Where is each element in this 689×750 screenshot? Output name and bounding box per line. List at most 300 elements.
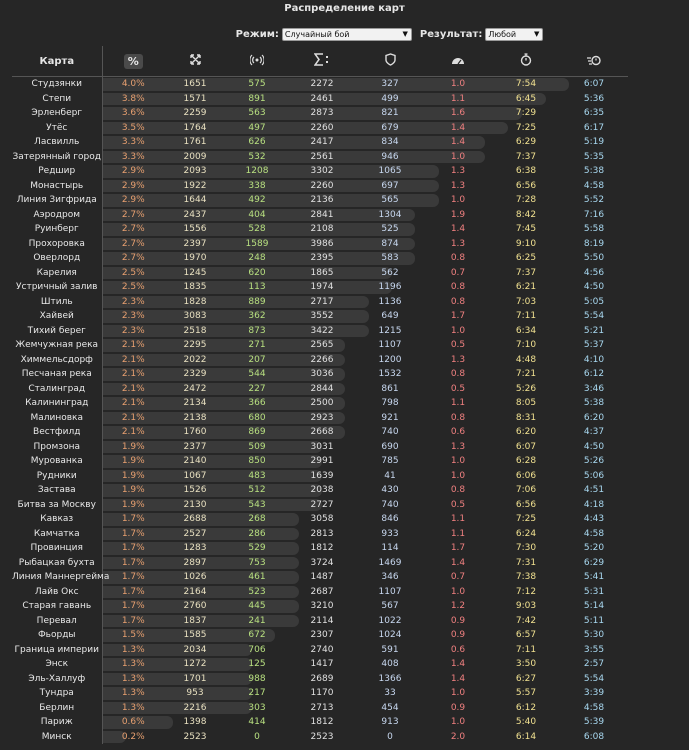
table-row[interactable] bbox=[12, 527, 676, 542]
defense-value bbox=[356, 599, 424, 614]
wins-value bbox=[226, 266, 288, 281]
battles-value bbox=[164, 280, 226, 295]
duration-value-text: 4:51 bbox=[583, 485, 605, 495]
map-name bbox=[12, 353, 102, 368]
table-row[interactable] bbox=[12, 469, 676, 484]
map-name-text: Старая гавань bbox=[22, 601, 92, 611]
wins-value bbox=[226, 498, 288, 513]
chevron-down-icon: ▼ bbox=[533, 29, 540, 38]
ratio-value-text: 1.3 bbox=[450, 180, 466, 191]
pct-value bbox=[102, 382, 164, 397]
ratio-value bbox=[424, 425, 492, 440]
col-header-avg-time[interactable] bbox=[492, 46, 560, 77]
duration-value-wrap bbox=[560, 672, 628, 687]
battles-value bbox=[164, 483, 226, 498]
avg-time-value-text: 7:12 bbox=[515, 586, 537, 597]
total-value-text: 2500 bbox=[310, 398, 334, 408]
ratio-value-wrap bbox=[424, 222, 492, 237]
ratio-value-text: 1.9 bbox=[450, 209, 466, 220]
wins-value-text: 1208 bbox=[245, 166, 269, 176]
wins-value-wrap bbox=[226, 121, 288, 136]
table-row[interactable] bbox=[12, 266, 676, 281]
defense-value-text: 690 bbox=[381, 441, 399, 452]
duration-value-text: 4:10 bbox=[583, 354, 605, 365]
wins-value-wrap bbox=[226, 585, 288, 600]
table-row[interactable] bbox=[12, 237, 676, 252]
duration-value bbox=[560, 469, 628, 484]
total-value bbox=[288, 266, 356, 281]
map-name-wrap bbox=[12, 469, 102, 484]
total-value bbox=[288, 208, 356, 223]
battles-value bbox=[164, 440, 226, 455]
defense-value bbox=[356, 280, 424, 295]
table-row[interactable] bbox=[12, 324, 676, 339]
total-value bbox=[288, 715, 356, 730]
col-header-signal[interactable] bbox=[226, 46, 288, 77]
duration-value-text: 5:30 bbox=[583, 630, 605, 640]
battles-value bbox=[164, 454, 226, 469]
duration-value-wrap bbox=[560, 266, 628, 281]
duration-value bbox=[560, 338, 628, 353]
avg-time-value bbox=[492, 686, 560, 701]
ratio-value-text: 1.3 bbox=[450, 441, 466, 452]
battles-value-wrap bbox=[164, 715, 226, 730]
pct-value-text: 1.5% bbox=[121, 630, 145, 640]
table-row[interactable] bbox=[12, 440, 676, 455]
pct-value-wrap bbox=[103, 512, 165, 527]
pct-value-wrap bbox=[103, 121, 165, 136]
ratio-value-wrap bbox=[424, 324, 492, 339]
avg-time-value-text: 8:42 bbox=[515, 209, 537, 220]
table-row[interactable] bbox=[12, 353, 676, 368]
pct-value bbox=[102, 715, 164, 730]
map-name bbox=[12, 701, 102, 716]
wins-value bbox=[226, 280, 288, 295]
col-header-total[interactable] bbox=[288, 46, 356, 77]
table-row[interactable] bbox=[12, 628, 676, 643]
map-name bbox=[12, 425, 102, 440]
ratio-value-text: 1.4 bbox=[450, 122, 466, 133]
pct-value-wrap bbox=[103, 570, 165, 585]
defense-value-text: 591 bbox=[381, 644, 399, 655]
duration-value-wrap bbox=[560, 150, 628, 165]
pct-value-wrap bbox=[103, 643, 165, 658]
duration-value-wrap bbox=[560, 570, 628, 585]
avg-time-value-wrap bbox=[492, 382, 560, 397]
wins-value bbox=[226, 251, 288, 266]
col-header-battles[interactable] bbox=[164, 46, 226, 77]
table-row[interactable] bbox=[12, 179, 676, 194]
table-row[interactable] bbox=[12, 193, 676, 208]
map-name-wrap bbox=[12, 628, 102, 643]
wins-value bbox=[226, 730, 288, 745]
ratio-value-text: 0.6 bbox=[450, 427, 466, 437]
table-row[interactable] bbox=[12, 541, 676, 556]
defense-value-text: 1136 bbox=[378, 296, 402, 307]
table-row[interactable] bbox=[12, 730, 676, 745]
table-row[interactable] bbox=[12, 498, 676, 513]
ratio-value-text: 1.0 bbox=[450, 586, 466, 597]
avg-time-value bbox=[492, 483, 560, 498]
table-row[interactable] bbox=[12, 150, 676, 165]
table-row[interactable] bbox=[12, 701, 676, 716]
table-row[interactable] bbox=[12, 280, 676, 295]
pct-value-wrap bbox=[103, 498, 165, 513]
avg-time-value bbox=[492, 338, 560, 353]
avg-time-value-wrap bbox=[492, 483, 560, 498]
total-value bbox=[288, 150, 356, 165]
avg-time-value-wrap bbox=[492, 425, 560, 440]
duration-value-wrap bbox=[560, 440, 628, 455]
battles-value bbox=[164, 686, 226, 701]
wins-value-wrap bbox=[226, 628, 288, 643]
avg-time-value-wrap bbox=[492, 715, 560, 730]
pct-value-wrap bbox=[103, 585, 165, 600]
duration-value-wrap bbox=[560, 469, 628, 484]
avg-time-value-wrap bbox=[492, 309, 560, 324]
battles-value-wrap bbox=[164, 599, 226, 614]
table-row[interactable] bbox=[12, 454, 676, 469]
battles-value bbox=[164, 730, 226, 745]
avg-time-value-text: 6:07 bbox=[515, 441, 537, 452]
table-row[interactable] bbox=[12, 208, 676, 223]
table-row[interactable] bbox=[12, 382, 676, 397]
battles-value bbox=[164, 527, 226, 542]
duration-value bbox=[560, 527, 628, 542]
defense-value-text: 583 bbox=[381, 253, 399, 263]
wins-value-wrap bbox=[226, 454, 288, 469]
pct-value-text: 2.7% bbox=[121, 253, 145, 263]
ratio-value-wrap bbox=[424, 208, 492, 223]
battles-value bbox=[164, 324, 226, 339]
table-row[interactable] bbox=[12, 715, 676, 730]
total-value-text: 3724 bbox=[310, 557, 334, 568]
pct-value bbox=[102, 672, 164, 687]
pct-value-text: 2.1% bbox=[121, 427, 145, 437]
battles-value-wrap bbox=[164, 628, 226, 643]
col-header-map[interactable]: Карта bbox=[12, 46, 102, 77]
total-value bbox=[288, 730, 356, 745]
battles-value-text: 1835 bbox=[183, 282, 207, 292]
ratio-value-text: 1.4 bbox=[450, 673, 466, 684]
ratio-value bbox=[424, 411, 492, 426]
wins-value bbox=[226, 208, 288, 223]
map-name-wrap bbox=[12, 382, 102, 397]
table-row[interactable] bbox=[12, 614, 676, 629]
map-name-wrap bbox=[12, 77, 102, 92]
wins-value bbox=[226, 135, 288, 150]
map-name bbox=[12, 556, 102, 571]
table-row[interactable] bbox=[12, 483, 676, 498]
map-name-text: Песчаная река bbox=[21, 369, 92, 379]
avg-time-value bbox=[492, 77, 560, 92]
pct-value-wrap bbox=[103, 715, 165, 730]
ratio-value bbox=[424, 643, 492, 658]
battles-value-wrap bbox=[164, 396, 226, 411]
table-row[interactable] bbox=[12, 570, 676, 585]
col-header-duration[interactable] bbox=[560, 46, 628, 77]
avg-time-value-wrap bbox=[492, 672, 560, 687]
defense-value-text: 933 bbox=[381, 528, 399, 539]
ratio-value-text: 1.1 bbox=[450, 528, 466, 539]
map-name-text: Аэродром bbox=[33, 209, 81, 220]
pct-value bbox=[102, 367, 164, 382]
result-select[interactable] bbox=[485, 28, 543, 41]
battles-value bbox=[164, 251, 226, 266]
avg-time-value-wrap bbox=[492, 121, 560, 136]
wins-value bbox=[226, 643, 288, 658]
duration-value-text: 5:52 bbox=[583, 195, 605, 205]
ratio-value bbox=[424, 570, 492, 585]
avg-time-value-text: 9:03 bbox=[515, 601, 537, 611]
total-value bbox=[288, 106, 356, 121]
pct-value bbox=[102, 77, 164, 92]
pct-value-wrap bbox=[103, 237, 165, 252]
battles-value-wrap bbox=[164, 338, 226, 353]
wins-value-wrap bbox=[226, 164, 288, 179]
avg-time-value-text: 6:29 bbox=[515, 137, 537, 147]
table-row[interactable] bbox=[12, 643, 676, 658]
wins-value-text: 512 bbox=[248, 485, 266, 495]
pct-value bbox=[102, 353, 164, 368]
map-name bbox=[12, 440, 102, 455]
map-name bbox=[12, 295, 102, 310]
ratio-value-wrap bbox=[424, 686, 492, 701]
wins-value-text: 0 bbox=[254, 731, 260, 742]
ratio-value bbox=[424, 483, 492, 498]
pct-value-text: 1.9% bbox=[121, 470, 145, 481]
table-row[interactable] bbox=[12, 411, 676, 426]
avg-time-value bbox=[492, 251, 560, 266]
table-row[interactable] bbox=[12, 135, 676, 150]
duration-value-wrap bbox=[560, 541, 628, 556]
duration-value bbox=[560, 396, 628, 411]
ratio-value-text: 1.0 bbox=[450, 456, 466, 466]
table-row[interactable] bbox=[12, 338, 676, 353]
map-name-wrap bbox=[12, 237, 102, 252]
table-row[interactable] bbox=[12, 396, 676, 411]
defense-value-text: 834 bbox=[381, 137, 399, 147]
battles-value-text: 1651 bbox=[183, 79, 207, 89]
battles-value bbox=[164, 541, 226, 556]
duration-value-text: 5:31 bbox=[583, 586, 605, 597]
duration-value bbox=[560, 164, 628, 179]
map-name-wrap bbox=[12, 715, 102, 730]
avg-time-value-wrap bbox=[492, 367, 560, 382]
table-row[interactable] bbox=[12, 556, 676, 571]
avg-time-value-text: 7:30 bbox=[515, 543, 537, 553]
defense-value-text: 913 bbox=[381, 717, 399, 727]
total-value-wrap bbox=[288, 657, 356, 672]
ratio-value-wrap bbox=[424, 599, 492, 614]
table-row[interactable] bbox=[12, 251, 676, 266]
defense-value bbox=[356, 672, 424, 687]
ratio-value bbox=[424, 628, 492, 643]
total-value-text: 3210 bbox=[310, 601, 334, 611]
table-row[interactable] bbox=[12, 367, 676, 382]
avg-time-value-wrap bbox=[492, 179, 560, 194]
defense-value-text: 1196 bbox=[378, 282, 402, 292]
table-row[interactable] bbox=[12, 599, 676, 614]
wins-value-wrap bbox=[226, 324, 288, 339]
table-row[interactable] bbox=[12, 672, 676, 687]
defense-value-wrap bbox=[356, 237, 424, 252]
battles-value bbox=[164, 657, 226, 672]
pct-value-text: 2.5% bbox=[121, 282, 145, 292]
total-value bbox=[288, 164, 356, 179]
map-name-wrap bbox=[12, 570, 110, 585]
total-value bbox=[288, 454, 356, 469]
avg-time-value-wrap bbox=[492, 208, 560, 223]
duration-value bbox=[560, 425, 628, 440]
map-name-wrap bbox=[12, 193, 102, 208]
wins-value-text: 241 bbox=[248, 615, 266, 626]
battles-value-text: 1526 bbox=[183, 485, 207, 495]
map-name bbox=[12, 367, 102, 382]
ratio-value-text: 1.4 bbox=[450, 137, 466, 147]
total-value-text: 2307 bbox=[310, 630, 334, 640]
total-value-text: 3552 bbox=[310, 311, 334, 321]
defense-value-wrap bbox=[356, 556, 424, 571]
table-row[interactable] bbox=[12, 164, 676, 179]
wins-value-wrap bbox=[226, 309, 288, 324]
duration-value-text: 5:21 bbox=[583, 325, 605, 336]
avg-time-value-wrap bbox=[492, 585, 560, 600]
total-value bbox=[288, 309, 356, 324]
col-header-ratio[interactable] bbox=[424, 46, 492, 77]
total-value bbox=[288, 280, 356, 295]
defense-value-wrap bbox=[356, 92, 424, 107]
pct-value-wrap bbox=[103, 208, 165, 223]
total-value-wrap bbox=[288, 440, 356, 455]
map-name-text: Граница империи bbox=[14, 644, 99, 655]
result-filter bbox=[420, 28, 543, 41]
ratio-value bbox=[424, 338, 492, 353]
avg-time-value bbox=[492, 643, 560, 658]
duration-value-wrap bbox=[560, 382, 628, 397]
total-value-wrap bbox=[288, 715, 356, 730]
mode-select[interactable] bbox=[282, 28, 412, 41]
chevron-down-icon: ▼ bbox=[402, 29, 408, 38]
pct-value-wrap bbox=[103, 295, 165, 310]
pct-value bbox=[102, 440, 164, 455]
defense-value-text: 565 bbox=[381, 195, 399, 205]
total-value-wrap bbox=[288, 92, 356, 107]
defense-value-wrap bbox=[356, 643, 424, 658]
wins-value-text: 483 bbox=[248, 470, 266, 481]
duration-value-text: 5:41 bbox=[583, 572, 605, 582]
total-value bbox=[288, 222, 356, 237]
table-header-row bbox=[12, 46, 676, 77]
table-row[interactable] bbox=[12, 222, 676, 237]
ratio-value-text: 1.4 bbox=[450, 659, 466, 669]
ratio-value bbox=[424, 686, 492, 701]
ratio-value-text: 1.2 bbox=[450, 601, 466, 611]
map-name bbox=[12, 222, 102, 237]
ratio-value-text: 0.8 bbox=[450, 253, 466, 263]
avg-time-value-wrap bbox=[492, 193, 560, 208]
map-name bbox=[12, 280, 102, 295]
avg-time-value-text: 7:54 bbox=[515, 79, 537, 89]
ratio-value-wrap bbox=[424, 266, 492, 281]
battles-value-text: 2437 bbox=[183, 209, 207, 220]
defense-value-text: 874 bbox=[381, 238, 399, 249]
battles-value-wrap bbox=[164, 585, 226, 600]
ratio-value-text: 0.8 bbox=[450, 282, 466, 292]
table-row[interactable] bbox=[12, 92, 676, 107]
avg-time-value-text: 7:28 bbox=[515, 195, 537, 205]
duration-value-wrap bbox=[560, 295, 628, 310]
duration-value bbox=[560, 150, 628, 165]
pct-value-wrap bbox=[103, 266, 165, 281]
ratio-value bbox=[424, 179, 492, 194]
duration-value-text: 3:46 bbox=[583, 383, 605, 394]
table-row[interactable] bbox=[12, 686, 676, 701]
map-name-text: Студзянки bbox=[31, 79, 82, 89]
ratio-value-text: 0.6 bbox=[450, 644, 466, 655]
wins-value-wrap bbox=[226, 222, 288, 237]
table-row[interactable] bbox=[12, 106, 676, 121]
total-value-text: 2717 bbox=[310, 296, 334, 307]
pct-value-text: 1.7% bbox=[121, 543, 145, 553]
ratio-value-wrap bbox=[424, 657, 492, 672]
table-row[interactable] bbox=[12, 425, 676, 440]
wins-value bbox=[226, 715, 288, 730]
pct-value-wrap bbox=[103, 324, 165, 339]
table-row[interactable] bbox=[12, 512, 676, 527]
ratio-value-wrap bbox=[424, 585, 492, 600]
duration-value-text: 5:58 bbox=[583, 224, 605, 234]
total-value bbox=[288, 396, 356, 411]
pct-value bbox=[102, 585, 164, 600]
duration-value-wrap bbox=[560, 628, 628, 643]
duration-value-text: 6:17 bbox=[583, 122, 605, 133]
table-row[interactable] bbox=[12, 585, 676, 600]
wins-value-text: 414 bbox=[248, 717, 266, 727]
pct-value-wrap bbox=[103, 541, 165, 556]
col-header-shield[interactable] bbox=[356, 46, 424, 77]
duration-value bbox=[560, 237, 628, 252]
ratio-value bbox=[424, 498, 492, 513]
battles-value bbox=[164, 353, 226, 368]
avg-time-value-text: 7:25 bbox=[515, 122, 537, 133]
pct-value bbox=[102, 469, 164, 484]
ratio-value-wrap bbox=[424, 251, 492, 266]
total-value bbox=[288, 628, 356, 643]
table-row[interactable] bbox=[12, 77, 676, 92]
wins-value bbox=[226, 469, 288, 484]
duration-value-text: 6:08 bbox=[583, 731, 605, 742]
wins-value bbox=[226, 309, 288, 324]
duration-value bbox=[560, 106, 628, 121]
pct-value-text: 3.5% bbox=[121, 122, 145, 133]
duration-value-text: 4:37 bbox=[583, 427, 605, 437]
defense-value-wrap bbox=[356, 295, 424, 310]
defense-value-text: 454 bbox=[381, 702, 399, 713]
table-row[interactable] bbox=[12, 309, 676, 324]
table-row[interactable] bbox=[12, 657, 676, 672]
pct-value-text: 1.7% bbox=[121, 601, 145, 611]
table-row[interactable] bbox=[12, 121, 676, 136]
table-row[interactable] bbox=[12, 295, 676, 310]
col-header-pct[interactable]: % bbox=[102, 46, 164, 77]
map-name bbox=[12, 599, 102, 614]
defense-value bbox=[356, 585, 424, 600]
wins-value bbox=[226, 382, 288, 397]
pct-value-text: 1.9% bbox=[121, 499, 145, 510]
duration-value-text: 5:05 bbox=[583, 296, 605, 307]
battles-value-wrap bbox=[164, 77, 226, 92]
